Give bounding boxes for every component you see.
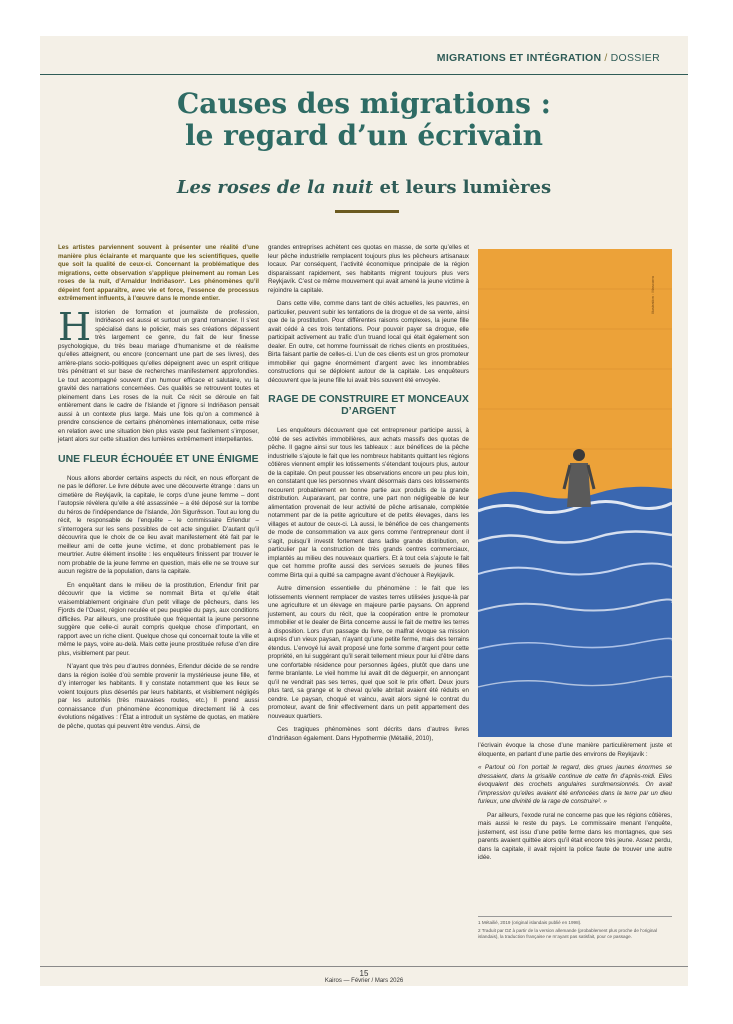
page-number: 15 — [359, 969, 369, 978]
illustration-artwork — [478, 249, 672, 737]
text-column-1 — [58, 244, 259, 736]
footer-divider — [40, 966, 688, 967]
section-heading-rage: RAGE DE CONSTRUIRE ET MONCEAUX D’ARGENT — [268, 393, 469, 417]
section-header — [437, 52, 660, 64]
subtitle-rest: et leurs lumières — [373, 177, 552, 198]
article-title — [40, 88, 688, 152]
body-paragraph: Nous allons aborder certains aspects du récit, en nous efforçant de ne pas le déflorer. Le livre débute avec une découverte étrange : dans un cimetière de Reykjavík, la capitale, le corps d’une jeune femme – dont l’autopsie révèlera qu’elle a été assassinée – a été déposé sur la tombe du héros de l’indépendance de l’Islande, Jón Sigurðsson. Tout au long du récit, le responsable de l’enquête – le commissaire Erlendur – s’interrogera sur les sens possibles de cet acte singulier. D’autant qu’il découvrira que le choix de ce lieu avait manifestement été fait par le meilleur ami de cette jeune victime, et donc probablement pas le meurtrier. Autre élément insolite : les enquêteurs finissent par trouver le nom probable de la jeune femme en question, mais elle ne se trouve sur aucun registre de la population, dans la capitale. — [58, 474, 259, 575]
illustration-man-in-sea — [478, 249, 672, 737]
body-paragraph: Les enquêteurs découvrent que cet entrepreneur participe aussi, à côté de ses activités immobilières, aux achats massifs des quotas de pêche. Il gagne ainsi sur tous les tableaux : aux bénéfices de la pêche industrielle s’ajoute le fait que les nombreux habitants quittant les régions côtières viennent emplir les lotissements s’étendant toujours plus, autour de la capitale. On peut pousser les observations encore un peu plus loin, en constatant que les personnes vivant désormais dans ces lotissements recourent probablement en bonne partie aux produits de la grande distribution. Auparavant, par contre, une part non négligeable de leur alimentation provenait de leur activité de pêche artisanale, complétée notamment par de la petite agriculture et de petits élevages, dans les villages et autour de ceux-ci. Là aussi, le bénéfice de ces changements de mode de consommation va aux gens comme l’entrepreneur dont il s’agit, puisqu’il investit fortement dans ladite grande distribution, en particulier par la construction de très grands centres commerciaux, implantés au milieu des nouveaux quartiers. Et à tout cela s’ajoute le fait que cet homme profite aussi des services sexuels de jeunes filles comme Birta qui a quitté sa campagne avant d’échouer à Reykjavík. — [268, 427, 469, 579]
footnote-divider — [478, 916, 672, 917]
footnote-1: 1 Métailié, 2019 (original islandais publié en 1998). — [478, 919, 582, 925]
section-label: MIGRATIONS ET INTÉGRATION — [436, 52, 602, 64]
title-line-1: Causes des migrations : — [177, 87, 551, 120]
body-paragraph: grandes entreprises achètent ces quotas en masse, de sorte qu’elles et leur pêche industrielle remplacent toujours plus les pêcheurs artisanaux locaux. Par conséquent, l’activité économique principale de la région disparaissant rapidement, ses habitants migrent toujours plus vers Reykjavík. C’est ce même mouvement qui avait amené la jeune victime à rejoindre la capitale. — [268, 244, 469, 294]
illustration-credit: Illustration : Mascarra — [650, 276, 655, 315]
body-paragraph: Ces tragiques phénomènes sont décrits dans d’autres livres d’Indriðason également. Dans Hypothermie (Métailié, 2010), — [268, 726, 469, 742]
decorative-rule — [335, 210, 399, 213]
chapo-paragraph: Les artistes parviennent souvent à présenter une réalité d’une manière plus éclairante et marquante que les scientifiques, quelle que soit la qualité de ceux-ci. Concernant la problématique des migrations, cette observation s’applique pleinement au roman Les roses de la nuit, d’Arnaldur Indriðason¹. Les phénomènes qu’il dépeint font apparaître, avec vie et force, l’essence de processus extrêmement influents, à l’œuvre dans le monde entier. — [58, 244, 259, 302]
magazine-page — [40, 36, 688, 986]
intro-text: istorien de formation et journaliste de profession, Indriðason est aussi et surtout un grand romancier. Il s’est spécialisé dans le policier, mais ses créations dépassent très largement ce genre, du fait de leur finesse psychologique, du très beau mariage d’humanisme et de réalisme qu’elles atteignent, ou encore (concernant une part de ses livres), des arrière-plans socio-politiques qu’elles dépeignent avec un esprit critique très pénétrant et sur base de recherches manifestement approfondies. Le tout accompagné souvent d’un humour efficace et salutaire, vu la gravité des narrations concernées. Ces qualités se retrouvent toutes et pleinement dans Les roses de la nuit. Ce récit se déroule en fait entièrement dans le cadre de l’Islande et j’ignore si Indriðason pensait aussi à un contexte plus large. Mais une fois qu’on a commencé à prendre conscience de certains phénomènes internationaux, cette mise en relation avec une situation bien plus vaste peut facilement s’imposer, jetant alors sur cette situation des lumières extrêmement interpellantes. — [58, 308, 259, 443]
footnotes — [478, 916, 672, 942]
body-paragraph: Autre dimension essentielle du phénomène : le fait que les lotissements viennent remplacer de vastes terres utilisées jusque-là par une agriculture et un élevage en majeure partie paysans. On apprend justement, au cours du récit, que la coopération entre le promoteur immobilier et le dealer de Birta concerne aussi le fait de mettre les terres à disposition. Lors d’un passage du livre, ce malfrat évoque sa mission auprès d’un vieux paysan, n’ayant qu’une petite ferme, mais des terrains étendus. L’envoyé lui avait proposé une forte somme d’argent pour cette propriété, en lui suggérant qu’il serait tellement mieux pour lui d’être dans une confortable résidence pour personnes âgées, plutôt que dans une ferme branlante. Le vieil homme lui avait dit de déguerpir, en annonçant qu’il ne vendrait pas ses terres, quel que soit le prix offert. Deux jours plus tard, sa grange et le cheval qu’elle abritait avaient été réduits en cendre. Le paysan, choqué et vaincu, avait alors signé le contrat du promoteur, avant de finir effectivement dans un petit appartement des nouveaux quartiers. — [268, 585, 469, 720]
intro-paragraph — [58, 304, 259, 445]
body-paragraph: N’ayant que très peu d’autres données, Erlendur décide de se rendre dans la région isolée d’où semble provenir la mystérieuse jeune fille, et d’y interroger les habitants. Il y constate notamment que les lieux se voient toujours plus désertés par leurs habitants, et visiblement négligés par les autorités (très mauvaises routes, etc.) Il prend aussi connaissance d’un phénomène économique directement lié à ces évolutions négatives : l’État a introduit un système de quotas, en matière de pêche, quotas qui peuvent être vendus. Ainsi, de — [58, 663, 259, 730]
body-paragraph: Par ailleurs, l’exode rural ne concerne pas que les régions côtières, mais aussi le reste du pays. Le commissaire menant l’enquête, justement, est issu d’une petite ferme dans les montagnes, que ses parents avaient quittée alors qu’il était encore très jeune. Assez perdu, dans la capitale, il avait rejoint la police faute de trouver une autre idée. — [478, 811, 672, 861]
publication-line: Kairos — Février / Mars 2026 — [324, 978, 404, 984]
dossier-label: DOSSIER — [610, 52, 660, 64]
quote-paragraph: « Partout où l’on portait le regard, des grues jaunes énormes se dressaient, dans la grisaille continue de cette fin d’après-midi. Elles évoquaient des crochets angulaires surdimensionnés. On avait l’impression qu’elles avaient été enfoncées dans la terre par un dieu furieux, une divinité de la rage de construire². » — [478, 764, 672, 805]
header-separator: / — [604, 52, 608, 64]
subtitle-book-title: Les roses de la nuit — [176, 177, 374, 198]
header-divider — [40, 74, 688, 75]
drop-cap: H — [58, 304, 92, 349]
body-paragraph: l’écrivain évoque la chose d’une manière particulièrement juste et éloquente, en parlant d’une partie des environs de Reykjavík : — [478, 742, 672, 758]
section-heading-fleur: UNE FLEUR ÉCHOUÉE ET UNE ÉNIGME — [58, 452, 259, 465]
article-subtitle — [40, 177, 688, 198]
title-line-2: le regard d’un écrivain — [184, 119, 543, 152]
text-column-3 — [478, 742, 672, 868]
footnote-2: 2 Traduit par DZ à partir de la version allemande (probablement plus proche de l’original islandais), la traduction française ne m’ayant pas satisfait, pour ce passage. — [478, 927, 657, 939]
text-column-2 — [268, 244, 469, 748]
body-paragraph: Dans cette ville, comme dans tant de cités actuelles, les pauvres, en particulier, peuvent subir les tentations de la drogue et de sa vente, ainsi que de la prostitution. Pour différentes raisons complexes, la jeune fille avait cédé à ces trois tentations. Pour pouvoir payer sa drogue, elle participait activement au trafic d’un truand local qui était également son dealer. En outre, cet homme fournissait de riches clients en prostituées, Birta faisant partie de celles-ci. L’un de ces clients est un gros promoteur immobilier qui gagne énormément d’argent avec les innombrables constructions qui se déploient autour de la capitale. Les enquêteurs découvrent que la jeune fille lui avait très souvent été envoyée. — [268, 300, 469, 384]
body-paragraph: En enquêtant dans le milieu de la prostitution, Erlendur finit par découvrir que la victime se nommait Birta et qu’elle était vraisemblablement originaire d’un petit village de pêcheurs, dans les Fjords de l’Ouest, région reculée et peu peuplée du pays, aux conditions difficiles. Par ailleurs, une prostituée que fréquentait la jeune personne suggère que celle-ci aurait compris quelque chose d’important, en rapport avec un riche client. Quelque chose qui concernait toute la ville et même le pays, voire au-delà. Mais cette jeune prostituée refuse d’en dire plus, visiblement par peur. — [58, 581, 259, 657]
